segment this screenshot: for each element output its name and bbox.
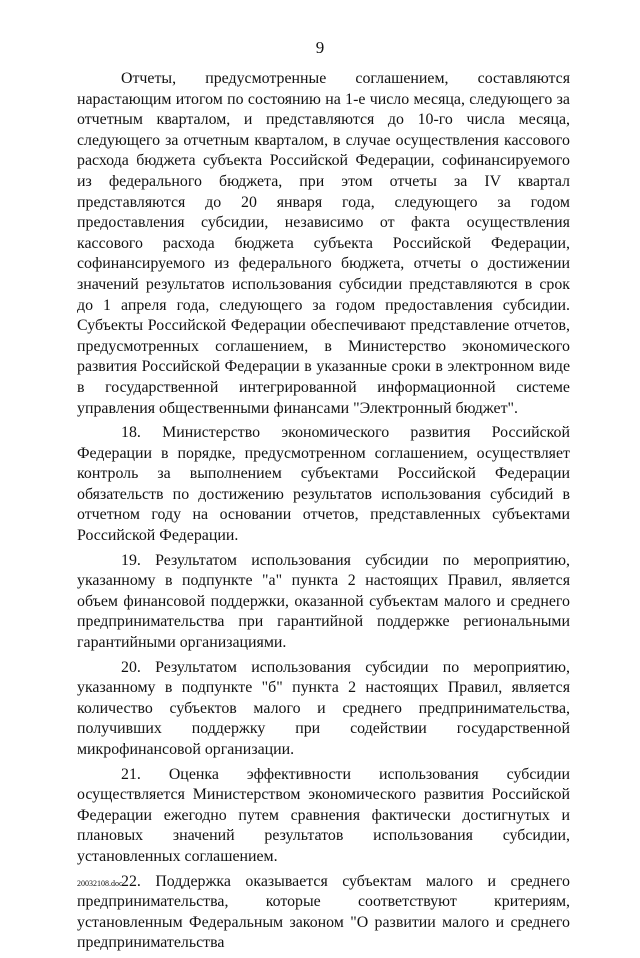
paragraph-reports: Отчеты, предусмотренные соглашением, составляются нарастающим итогом по состоянию на 1-е число месяца, следующего за отчетным кварталом, и представляются до 10-го числа месяца, следующего за отчетным кварталом, в случае осуществления кассового расхода бюджета субъекта Российской Федерации, софинансируемого из федерального бюджета, при этом отчеты за IV квартал представляются до 20 января года, следующего за годом предоставления субсидии, независимо от факта осуществления кассового расхода бюджета субъекта Российской Федерации, софинансируемого из федерального бюджета, отчеты о достижении значений результатов использования субсидии представляются в срок до 1 апреля года, следующего за годом предоставления субсидии. Субъекты Российской Федерации обеспечивают представление отчетов, предусмотренных соглашением, в Министерство экономического развития Российской Федерации в указанные сроки в электронном виде в государственной интегрированной информационной системе управления общественными финансами "Электронный бюджет". [77,70,570,417]
paragraph-18: 18. Министерство экономического развития Российской Федерации в порядке, предусмотренном соглашением, осуществляет контроль за выполнением субъектами Российской Федерации обязательств по достижению результатов использования субсидий в отчетном году на основании отчетов, представленных субъектами Российской Федерации. [77,424,570,545]
footer-filename: 20032108.doc [77,879,123,888]
document-body [77,69,570,958]
paragraph-19: 19. Результатом использования субсидии по мероприятию, указанному в подпункте "а" пункта 2 настоящих Правил, является объем финансовой поддержки, оказанной субъектам малого и среднего предпринимательства при гарантийной поддержке региональными гарантийными организациями. [77,551,570,652]
paragraph-20: 20. Результатом использования субсидии по мероприятию, указанному в подпункте "б" пункта 2 настоящих Правил, является количество субъектов малого и среднего предпринимательства, получивших поддержку при содействии государственной микрофинансовой организации. [77,658,570,758]
page-number: 9 [315,38,325,57]
paragraph-22: 22. Поддержка оказывается субъектам малого и среднего предпринимательства, которые соответствуют критериям, установленным Федеральным законом "О развитии малого и среднего предпринимательства [77,872,570,952]
paragraph-21: 21. Оценка эффективности использования субсидии осуществляется Министерством экономического развития Российской Федерации ежегодно путем сравнения фактически достигнутых и плановых значений результатов использования субсидии, установленных соглашением. [77,765,570,865]
